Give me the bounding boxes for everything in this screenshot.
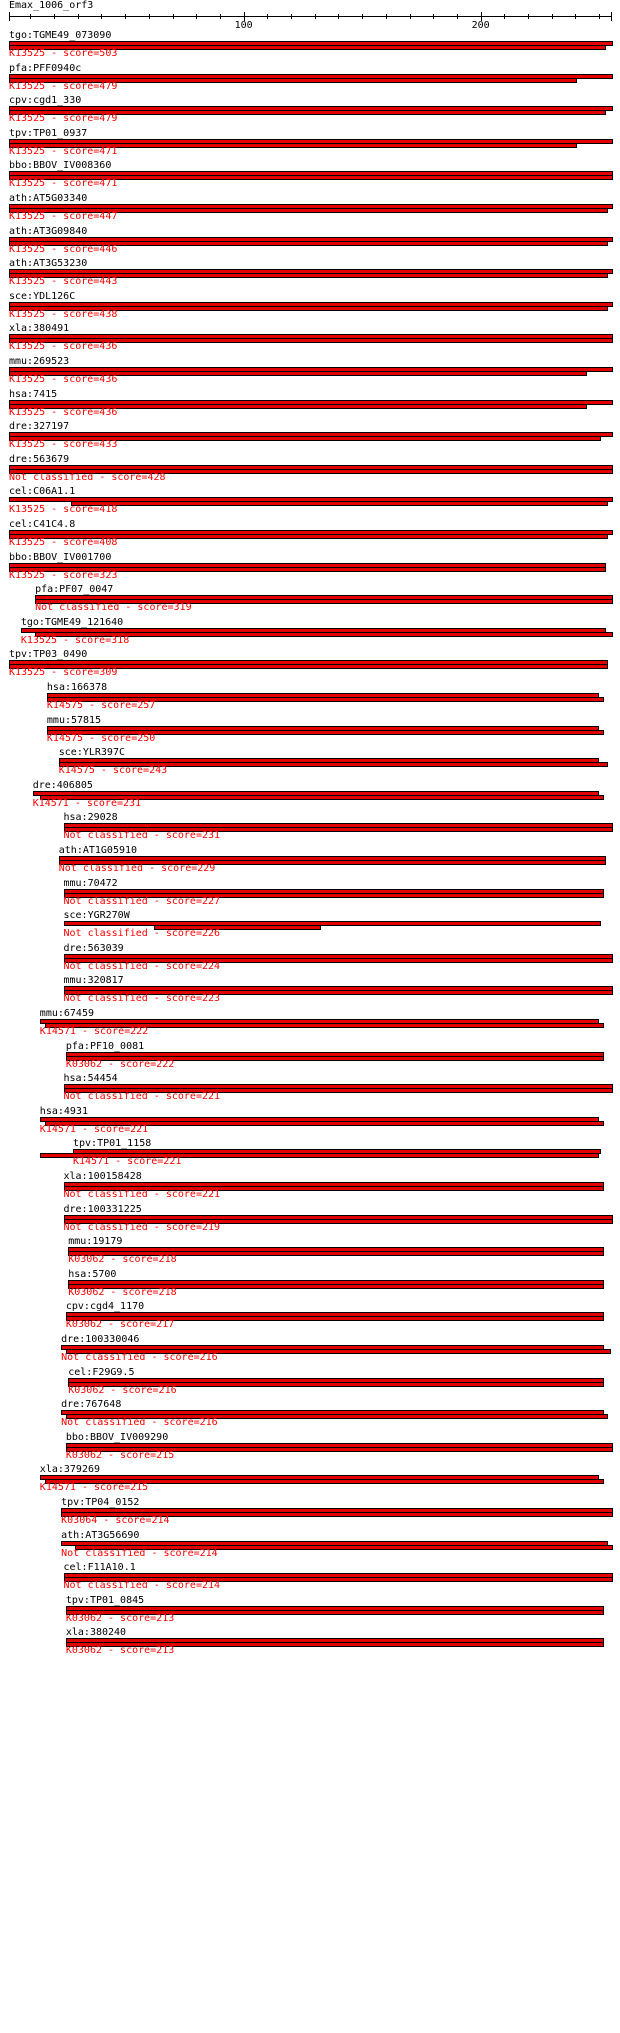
ruler-minor-tick <box>173 14 174 19</box>
hit-ko-score-label[interactable]: Not classified - score=319 <box>35 602 192 614</box>
hit-gene-label[interactable]: cel:F11A10.1 <box>63 1562 136 1574</box>
ruler-minor-tick <box>54 14 55 19</box>
hit-gene-label[interactable]: pfa:PFF0940c <box>9 62 82 74</box>
ruler-minor-tick <box>362 14 363 19</box>
query-title: Emax_1006_orf3 <box>9 0 94 11</box>
ruler-minor-tick <box>267 14 268 19</box>
ruler-minor-tick <box>504 14 505 19</box>
hit-gene-label[interactable]: cel:C41C4.8 <box>9 519 76 530</box>
hit-gene-label[interactable]: cpv:cgd4_1170 <box>65 1301 145 1313</box>
ruler-end-tick <box>611 12 612 21</box>
hit-ko-score-label[interactable]: K13525 - score=446 <box>9 243 118 255</box>
hit-ko-score-label[interactable]: K03062 - score=216 <box>68 1384 177 1396</box>
hit-ko-score-label[interactable]: K14575 - score=243 <box>58 765 168 777</box>
hit-gene-label[interactable]: dre:406805 <box>32 779 93 791</box>
hit-gene-label[interactable]: xla:379269 <box>39 1464 101 1476</box>
hit-gene-label[interactable]: cpv:cgd1_330 <box>9 95 82 107</box>
hit-gene-label[interactable]: hsa:7415 <box>9 388 58 400</box>
hit-gene-label[interactable]: mmu:19179 <box>68 1236 123 1248</box>
hit-ko-score-label[interactable]: K13525 - score=436 <box>9 341 118 353</box>
hit-ko-score-label[interactable]: K13525 - score=436 <box>9 374 118 385</box>
hit-gene-label[interactable]: dre:327197 <box>9 421 70 433</box>
hit-ko-score-label[interactable]: Not classified - score=221 <box>63 1091 221 1103</box>
hit-gene-label[interactable]: tgo:TGME49_121640 <box>20 616 124 628</box>
hit-ko-score-label[interactable]: Not classified - score=223 <box>63 993 221 1005</box>
hit-ko-score-label[interactable]: Not classified - score=229 <box>58 863 216 874</box>
ruler-minor-tick <box>196 14 197 19</box>
hit-ko-score-label[interactable]: K13525 - score=479 <box>9 80 118 92</box>
hit-gene-label[interactable]: dre:100330046 <box>61 1334 140 1345</box>
hit-gene-label[interactable]: mmu:269523 <box>9 356 70 367</box>
hit-ko-score-label[interactable]: K14571 - score=222 <box>39 1026 149 1037</box>
hit-ko-score-label[interactable]: K03062 - score=213 <box>65 1645 175 1657</box>
hit-gene-label[interactable]: hsa:29028 <box>63 812 118 824</box>
hit-ko-score-label[interactable]: Not classified - score=224 <box>63 960 221 972</box>
hit-ko-score-label[interactable]: K13525 - score=318 <box>20 634 130 646</box>
hit-ko-score-label[interactable]: K14571 - score=221 <box>39 1123 149 1135</box>
hit-gene-label[interactable]: ath:AT3G56690 <box>61 1529 140 1541</box>
hit-gene-label[interactable]: cel:F29G9.5 <box>68 1366 135 1378</box>
hit-gene-label[interactable]: tpv:TP03_0490 <box>9 649 88 661</box>
ruler-minor-tick <box>599 14 600 19</box>
ruler-minor-tick <box>291 14 292 19</box>
hit-gene-label[interactable]: sce:YGR270W <box>63 910 130 922</box>
hit-gene-label[interactable]: mmu:57815 <box>46 714 102 726</box>
hit-gene-label[interactable]: bbo:BBOV_IV001700 <box>9 551 112 563</box>
hit-gene-label[interactable]: tgo:TGME49_073090 <box>9 30 112 41</box>
hit-ko-score-label[interactable]: K03062 - score=222 <box>65 1058 175 1070</box>
ruler-minor-tick <box>315 14 316 19</box>
hit-ko-score-label[interactable]: K13525 - score=408 <box>9 537 118 548</box>
hit-gene-label[interactable]: tpv:TP01_0845 <box>65 1594 145 1606</box>
hit-gene-label[interactable]: dre:563679 <box>9 453 70 465</box>
hit-ko-score-label[interactable]: K03062 - score=218 <box>68 1286 177 1298</box>
hit-ko-score-label[interactable]: K13525 - score=471 <box>9 145 118 157</box>
hit-gene-label[interactable]: sce:YLR397C <box>58 747 125 759</box>
ruler-minor-tick <box>575 14 576 19</box>
ruler-tick-label: 100 <box>234 20 253 31</box>
hit-query-bar <box>64 921 602 926</box>
hit-ko-score-label[interactable]: K13525 - score=443 <box>9 276 118 288</box>
hit-ko-score-label[interactable]: K13525 - score=418 <box>9 504 118 516</box>
ruler-minor-tick <box>386 14 387 19</box>
ruler-minor-tick <box>338 14 339 19</box>
hit-ko-score-label[interactable]: K13525 - score=309 <box>9 667 118 679</box>
hit-gene-label[interactable]: bbo:BBOV_IV008360 <box>9 160 112 172</box>
hit-ko-score-label[interactable]: K13525 - score=447 <box>9 211 118 222</box>
hit-gene-label[interactable]: hsa:5700 <box>68 1268 117 1280</box>
hit-ko-score-label[interactable]: K03062 - score=213 <box>65 1612 175 1624</box>
hit-ko-score-label[interactable]: Not classified - score=216 <box>61 1352 218 1363</box>
ruler-tick-label: 200 <box>471 20 490 31</box>
hit-gene-label[interactable]: cel:C06A1.1 <box>9 486 76 498</box>
hit-ko-score-label[interactable]: K13525 - score=438 <box>9 308 118 320</box>
hit-gene-label[interactable]: pfa:PF07_0047 <box>35 584 114 596</box>
hit-gene-label[interactable]: ath:AT1G05910 <box>58 845 138 856</box>
hit-gene-label[interactable]: dre:563039 <box>63 942 124 954</box>
hit-ko-score-label[interactable]: K03062 - score=218 <box>68 1254 177 1266</box>
hit-gene-label[interactable]: mmu:320817 <box>63 975 124 987</box>
hit-ko-score-label[interactable]: K13525 - score=503 <box>9 48 118 59</box>
ruler-minor-tick <box>433 14 434 19</box>
hit-gene-label[interactable]: hsa:4931 <box>39 1105 88 1117</box>
hit-ko-score-label[interactable]: K13525 - score=471 <box>9 178 118 190</box>
hit-subject-bar <box>71 501 609 506</box>
hit-gene-label[interactable]: hsa:54454 <box>63 1073 118 1085</box>
hit-ko-score-label[interactable]: Not classified - score=214 <box>61 1547 218 1559</box>
hit-ko-score-label[interactable]: K03062 - score=215 <box>65 1449 175 1461</box>
hit-gene-label[interactable]: tpv:TP04_0152 <box>61 1497 140 1508</box>
hit-ko-score-label[interactable]: Not classified - score=214 <box>63 1580 221 1592</box>
hit-ko-score-label[interactable]: Not classified - score=221 <box>63 1189 221 1200</box>
hit-gene-label[interactable]: dre:100331225 <box>63 1203 142 1215</box>
hit-gene-label[interactable]: dre:767648 <box>61 1399 122 1411</box>
hit-gene-label[interactable]: sce:YDL126C <box>9 290 76 302</box>
hit-ko-score-label[interactable]: K13525 - score=433 <box>9 439 118 451</box>
hit-ko-score-label[interactable]: K03064 - score=214 <box>61 1515 170 1526</box>
hit-ko-score-label[interactable]: Not classified - score=216 <box>61 1417 218 1429</box>
ruler-minor-tick <box>552 14 553 19</box>
hit-ko-score-label[interactable]: K14571 - score=215 <box>39 1482 149 1494</box>
ruler-minor-tick <box>125 14 126 19</box>
ruler-minor-tick <box>457 14 458 19</box>
hit-ko-score-label[interactable]: Not classified - score=219 <box>63 1221 221 1233</box>
hit-gene-label[interactable]: xla:100158428 <box>63 1171 142 1182</box>
hit-gene-label[interactable]: xla:380240 <box>65 1627 127 1639</box>
hit-gene-label[interactable]: ath:AT3G53230 <box>9 258 88 270</box>
hit-gene-label[interactable]: mmu:67459 <box>39 1008 94 1019</box>
hit-ko-score-label[interactable]: K13525 - score=323 <box>9 569 118 581</box>
ruler-minor-tick <box>78 14 79 19</box>
hit-ko-score-label[interactable]: K14575 - score=250 <box>46 732 156 744</box>
ruler-axis <box>9 16 611 17</box>
hit-ko-score-label[interactable]: Not classified - score=428 <box>9 471 166 483</box>
ruler-minor-tick <box>30 14 31 19</box>
hit-gene-label[interactable]: ath:AT5G03340 <box>9 193 88 204</box>
hit-gene-label[interactable]: ath:AT3G09840 <box>9 225 88 237</box>
hit-gene-label[interactable]: pfa:PF10_0081 <box>65 1040 145 1052</box>
ruler-minor-tick <box>101 14 102 19</box>
hit-gene-label[interactable]: mmu:70472 <box>63 877 118 889</box>
hit-ko-score-label[interactable]: K03062 - score=217 <box>65 1319 175 1331</box>
hit-gene-label[interactable]: tpv:TP01_1158 <box>72 1138 152 1150</box>
hit-ko-score-label[interactable]: Not classified - score=226 <box>63 928 221 940</box>
hit-ko-score-label[interactable]: K13525 - score=436 <box>9 406 118 418</box>
hit-ko-score-label[interactable]: K14571 - score=231 <box>32 797 142 809</box>
hit-gene-label[interactable]: hsa:166378 <box>46 682 108 693</box>
hit-ko-score-label[interactable]: K13525 - score=479 <box>9 113 118 125</box>
hit-ko-score-label[interactable]: K14571 - score=221 <box>72 1156 182 1168</box>
hit-gene-label[interactable]: tpv:TP01_0937 <box>9 127 88 139</box>
ruler-end-tick <box>9 12 10 21</box>
hit-ko-score-label[interactable]: Not classified - score=227 <box>63 895 221 907</box>
ruler-minor-tick <box>149 14 150 19</box>
ruler-minor-tick <box>410 14 411 19</box>
ruler-minor-tick <box>528 14 529 19</box>
hit-ko-score-label[interactable]: Not classified - score=231 <box>63 830 221 842</box>
hit-ko-score-label[interactable]: K14575 - score=257 <box>46 700 156 711</box>
hit-gene-label[interactable]: xla:380491 <box>9 323 70 335</box>
hit-gene-label[interactable]: bbo:BBOV_IV009290 <box>65 1431 169 1443</box>
ruler-minor-tick <box>220 14 221 19</box>
